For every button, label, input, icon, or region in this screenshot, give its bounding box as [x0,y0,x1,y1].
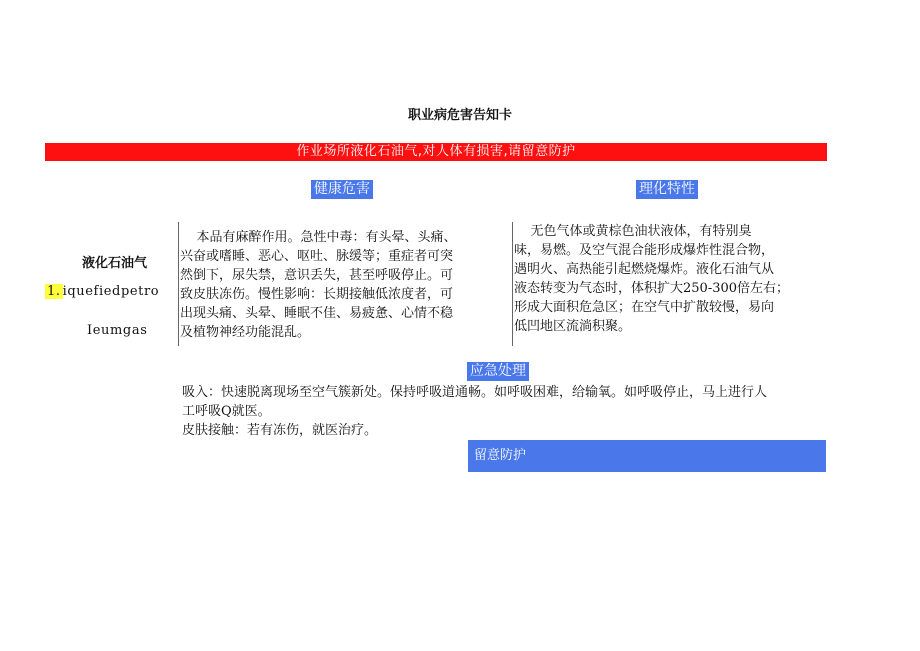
list-number-highlight: 1. [47,284,61,299]
column-divider-right [512,222,513,346]
column-divider-left [178,222,179,346]
physical-properties-text: 无色气体或黄棕色油状液体，有特别臭 味，易燃。及空气混合能形成爆炸性混合物， 遇明火、高热能引起燃烧爆炸。液化石油气从 液态转变为气态时，体积扩大250-300倍左右； 形成大面积危急区；在空气中扩散较慢，易向 低凹地区流淌积聚。 [514,224,790,334]
health-hazard-text: 本品有麻醉作用。急性中毒：有头晕、头痛、 兴奋或嗜睡、恶心、呕吐、脉缓等；重症者可突 然倒下，尿失禁，意识丢失，甚至呼吸停止。可 致皮肤冻伤。慢性影响：长期接触低浓度者，可 出现头痛、头晕、睡眠不佳、易疲惫、心情不稳 及植物神经功能混乱。 [180,230,457,340]
emergency-text: 吸入：快速脱离现场至空气簇新处。保持呼吸道通畅。如呼吸困难，给输氧。如呼吸停止，马上进行人 工呼吸Q就医。 皮肤接触：若有冻伤，就医治疗。 [182,385,768,438]
health-hazard-label: 健康危害 [311,180,373,199]
physical-properties-label: 理化特性 [636,180,698,199]
substance-name-en-text: iquefiedpetro [62,284,160,299]
substance-name-en-line1 [45,284,159,299]
card-title: 职业病危害告知卡 [407,108,512,123]
substance-name-en-line2: Ieumgas [87,323,148,338]
protection-label: 留意防护 [468,440,826,472]
substance-name-cn: 液化石油气 [82,256,148,271]
emergency-label: 应急处理 [467,362,529,381]
warning-banner: 作业场所液化石油气,对人体有损害,请留意防护 [45,143,827,161]
